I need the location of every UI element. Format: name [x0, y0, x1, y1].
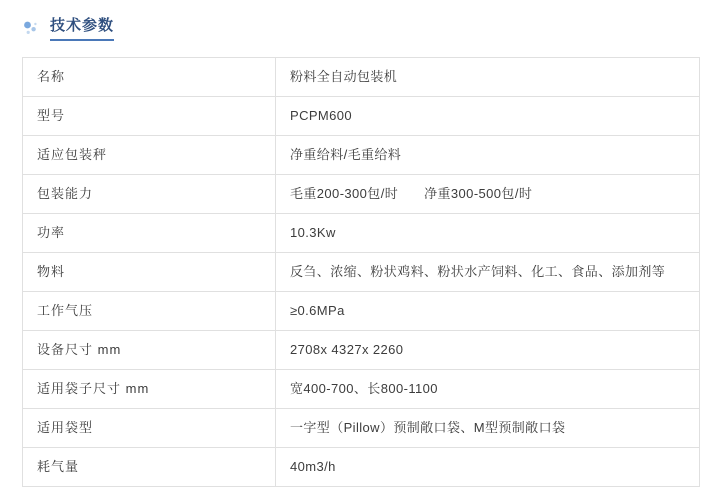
spark-dots-icon [22, 20, 40, 38]
row-value: 2708x 4327x 2260 [276, 331, 700, 370]
table-row [23, 214, 700, 253]
row-label: 适用袋型 [23, 409, 276, 448]
row-value [276, 175, 700, 214]
row-value: 粉料全自动包装机 [276, 58, 700, 97]
row-label: 设备尺寸 mm [23, 331, 276, 370]
row-value: 反刍、浓缩、粉状鸡料、粉状水产饲料、化工、食品、添加剂等 [276, 253, 700, 292]
table-row [23, 292, 700, 331]
row-value: 40m3/h [276, 448, 700, 487]
page-title: 技术参数 [50, 17, 114, 41]
row-value: ≥0.6MPa [276, 292, 700, 331]
row-value-part-1: 毛重200-300包/时 [290, 186, 399, 201]
row-value: 10.3Kw [276, 214, 700, 253]
row-label: 型号 [23, 97, 276, 136]
row-value-part-2: 净重300-500包/时 [424, 186, 533, 201]
row-label: 名称 [23, 58, 276, 97]
table-row [23, 331, 700, 370]
table-row [23, 175, 700, 214]
row-value: 一字型（Pillow）预制敞口袋、M型预制敞口袋 [276, 409, 700, 448]
row-label: 适用袋子尺寸 mm [23, 370, 276, 409]
row-label: 适应包装秤 [23, 136, 276, 175]
table-row [23, 58, 700, 97]
section-header [22, 14, 114, 44]
row-label: 包装能力 [23, 175, 276, 214]
row-value: PCPM600 [276, 97, 700, 136]
row-label: 物料 [23, 253, 276, 292]
table-row [23, 448, 700, 487]
table-row [23, 370, 700, 409]
row-value: 宽400-700、长800-1100 [276, 370, 700, 409]
table-row [23, 136, 700, 175]
table-row [23, 253, 700, 292]
row-label: 工作气压 [23, 292, 276, 331]
row-label: 功率 [23, 214, 276, 253]
table-row [23, 409, 700, 448]
row-value: 净重给料/毛重给料 [276, 136, 700, 175]
table-row [23, 97, 700, 136]
row-label: 耗气量 [23, 448, 276, 487]
specifications-table [22, 57, 700, 487]
